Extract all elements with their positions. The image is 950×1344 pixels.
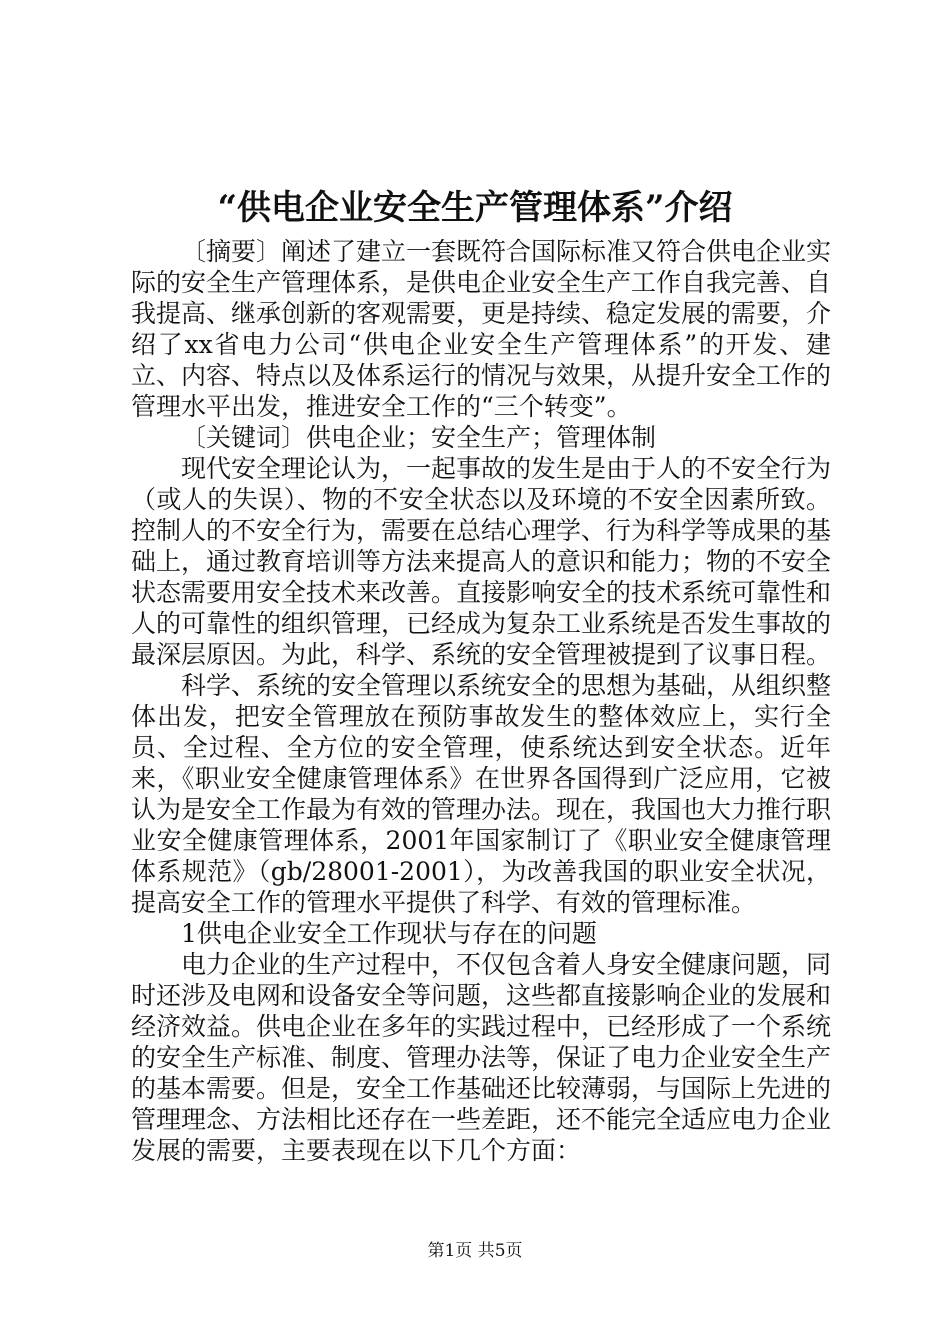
section-heading: 1供电企业安全工作现状与存在的问题 — [181, 919, 597, 948]
document-title: “供电企业安全生产管理体系”介绍 — [217, 188, 733, 228]
document-body — [131, 236, 831, 1166]
body-paragraph: 科学、系统的安全管理以系统安全的思想为基础，从组织整体出发，把安全管理放在预防事故发生的整体效应上，实行全员、全过程、全方位的安全管理，使系统达到安全状态。近年来，《职业安全健康管理体系》在世界各国得到广泛应用，它被认为是安全工作最为有效的管理办法。现在，我国也大力推行职业安全健康管理体系，2001年国家制订了《职业安全健康管理体系规范》（gb/28001-2001），为改善我国的职业安全状况，提高安全工作的管理水平提供了科学、有效的管理标准。 — [131, 671, 832, 917]
keywords-paragraph: 〔关键词〕供电企业；安全生产；管理体制 — [181, 423, 657, 452]
page-footer: 第1页 共5页 — [427, 1241, 523, 1261]
body-paragraph: 电力企业的生产过程中，不仅包含着人身安全健康问题，同时还涉及电网和设备安全等问题，这些都直接影响企业的发展和经济效益。供电企业在多年的实践过程中，已经形成了一个系统的安全生产标准、制度、管理办法等，保证了电力企业安全生产的基本需要。但是，安全工作基础还比较薄弱，与国际上先进的管理理念、方法相比还存在一些差距，还不能完全适应电力企业发展的需要，主要表现在以下几个方面： — [131, 950, 832, 1165]
abstract-paragraph: 〔摘要〕阐述了建立一套既符合国际标准又符合供电企业实际的安全生产管理体系，是供电企业安全生产工作自我完善、自我提高、继承创新的客观需要，更是持续、稳定发展的需要，介绍了xx省电力公司“供电企业安全生产管理体系”的开发、建立、内容、特点以及体系运行的情况与效果，从提升安全工作的管理水平出发，推进安全工作的“三个转变”。 — [131, 237, 832, 421]
body-paragraph: 现代安全理论认为，一起事故的发生是由于人的不安全行为（或人的失误）、物的不安全状态以及环境的不安全因素所致。控制人的不安全行为，需要在总结心理学、行为科学等成果的基础上，通过教育培训等方法来提高人的意识和能力；物的不安全状态需要用安全技术来改善。直接影响安全的技术系统可靠性和人的可靠性的组织管理，已经成为复杂工业系统是否发生事故的最深层原因。为此，科学、系统的安全管理被提到了议事日程。 — [131, 454, 832, 669]
